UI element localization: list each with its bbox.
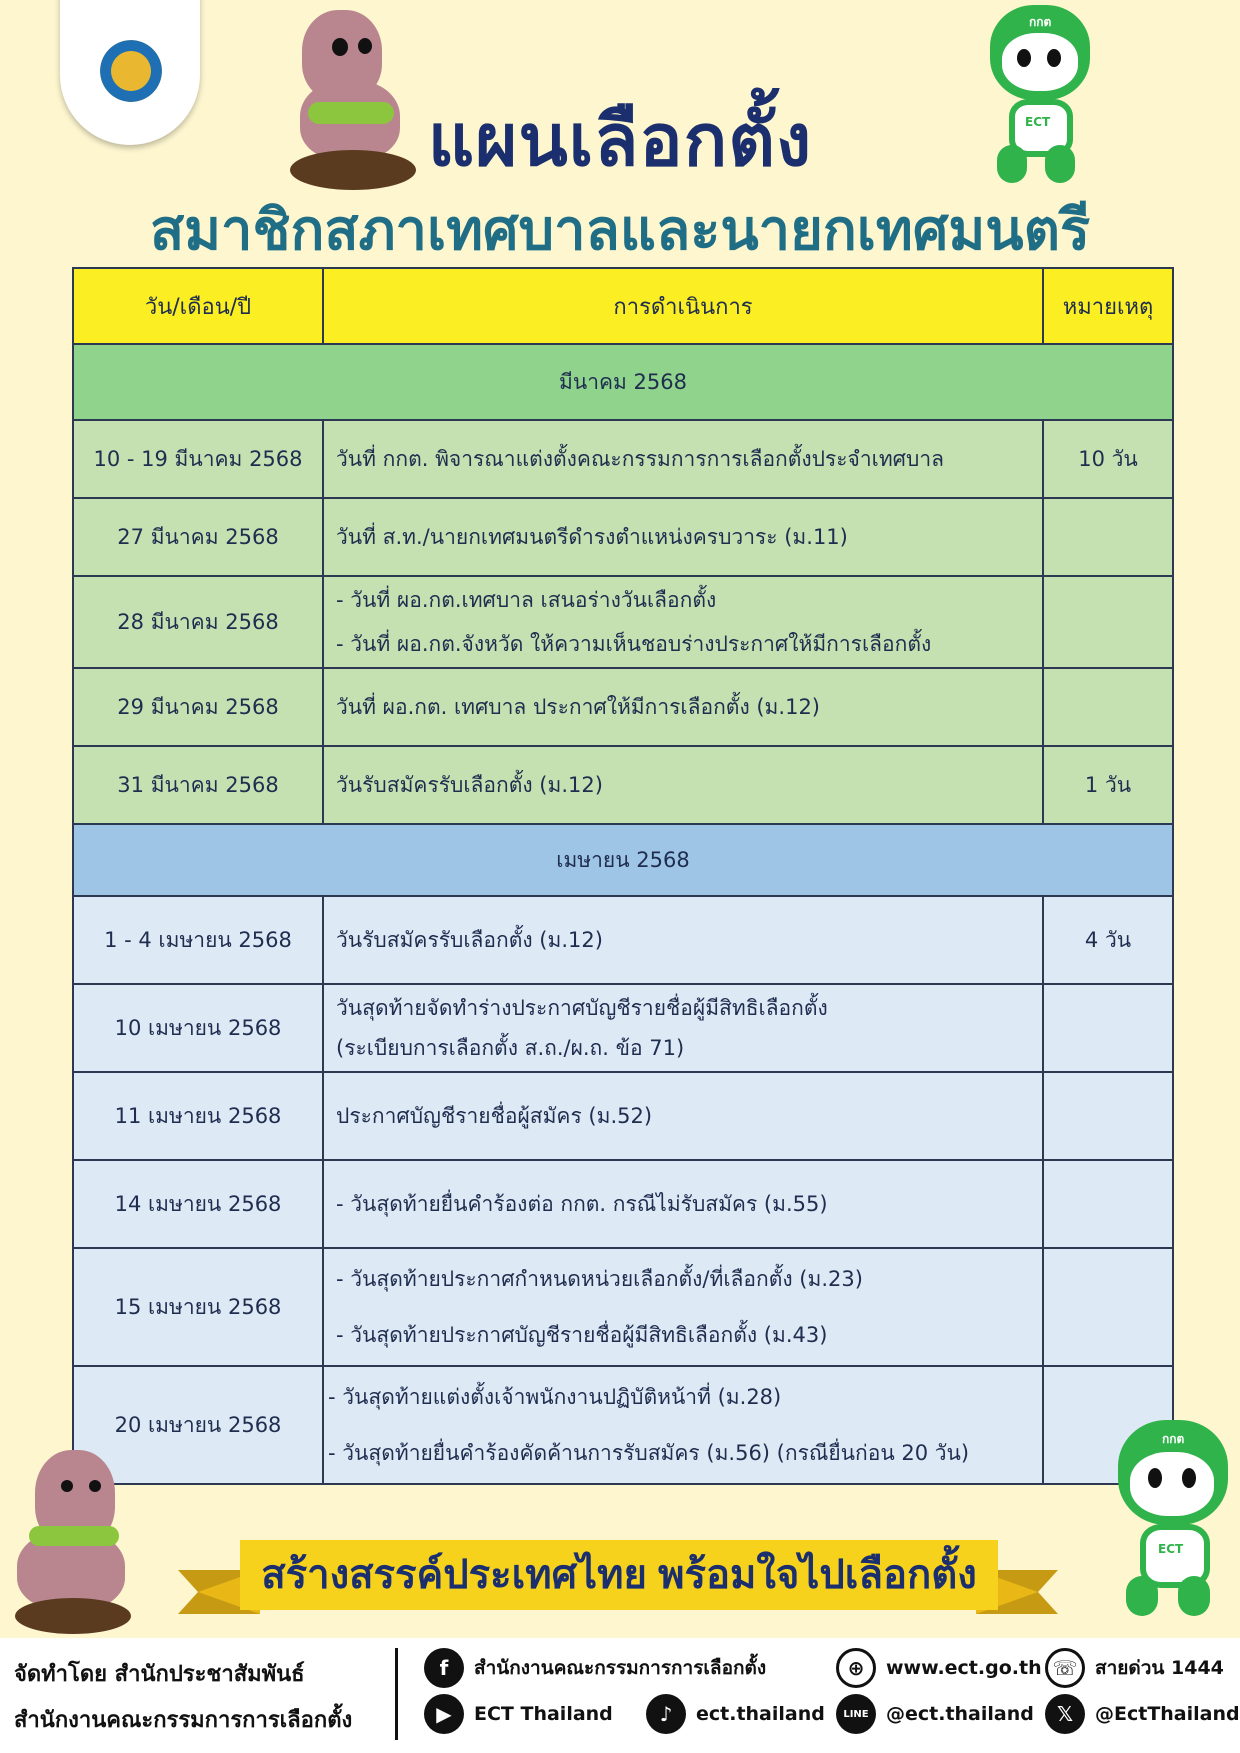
website-link[interactable]: ⊕ www.ect.go.th <box>836 1648 1042 1688</box>
col-date-header: วัน/เดือน/ปี <box>73 268 323 344</box>
row-action: วันรับสมัครรับเลือกตั้ง (ม.12) <box>323 896 1043 984</box>
month-band-april: เมษายน 2568 <box>73 824 1173 896</box>
ect-robot-mascot-bottom: กกต ECT <box>1098 1420 1238 1620</box>
table-row <box>73 1248 1173 1366</box>
youtube-icon: ▶ <box>424 1694 464 1734</box>
tiktok-link[interactable]: ♪ ect.thailand <box>646 1694 825 1734</box>
row-note <box>1043 1072 1173 1160</box>
publisher-credit: จัดทำโดย สำนักประชาสัมพันธ์ สำนักงานคณะกรรมการการเลือกตั้ง <box>14 1662 353 1733</box>
table-row <box>73 668 1173 746</box>
tiktok-icon: ♪ <box>646 1694 686 1734</box>
row-date: 27 มีนาคม 2568 <box>73 498 323 576</box>
row-action: ประกาศบัญชีรายชื่อผู้สมัคร (ม.52) <box>323 1072 1043 1160</box>
row-action: - วันสุดท้ายยื่นคำร้องต่อ กกต. กรณีไม่รับสมัคร (ม.55) <box>323 1160 1043 1248</box>
x-link[interactable]: 𝕏 @EctThailand <box>1045 1694 1240 1734</box>
x-icon: 𝕏 <box>1045 1694 1085 1734</box>
month-band-march: มีนาคม 2568 <box>73 344 1173 420</box>
row-action: - วันสุดท้ายประกาศกำหนดหน่วยเลือกตั้ง/ที่เลือกตั้ง (ม.23) - วันสุดท้ายประกาศบัญชีรายชื่อผู้มีสิทธิเลือกตั้ง (ม.43) <box>323 1248 1043 1366</box>
table-row <box>73 1366 1173 1484</box>
table-row <box>73 746 1173 824</box>
row-note <box>1043 1248 1173 1366</box>
ect-robot-mascot-top: กกต ECT <box>975 5 1105 185</box>
row-date: 15 เมษายน 2568 <box>73 1248 323 1366</box>
row-date: 10 - 19 มีนาคม 2568 <box>73 420 323 498</box>
row-action: วันที่ ส.ท./นายกเทศมนตรีดำรงตำแหน่งครบวาระ (ม.11) <box>323 498 1043 576</box>
row-action: วันสุดท้ายจัดทำร่างประกาศบัญชีรายชื่อผู้มีสิทธิเลือกตั้ง (ระเบียบการเลือกตั้ง ส.ถ./ผ.ถ. ข้อ 71) <box>323 984 1043 1072</box>
row-date: 14 เมษายน 2568 <box>73 1160 323 1248</box>
row-date: 29 มีนาคม 2568 <box>73 668 323 746</box>
row-note <box>1043 984 1173 1072</box>
row-note <box>1043 576 1173 668</box>
youtube-link[interactable]: ▶ ECT Thailand <box>424 1694 613 1734</box>
main-title: แผนเลือกตั้ง <box>427 101 813 181</box>
table-row <box>73 896 1173 984</box>
table-row <box>73 420 1173 498</box>
row-note: 4 วัน <box>1043 896 1173 984</box>
sub-title: สมาชิกสภาเทศบาลและนายกเทศมนตรี <box>149 198 1091 261</box>
row-date: 11 เมษายน 2568 <box>73 1072 323 1160</box>
table-row <box>73 1160 1173 1248</box>
row-date: 1 - 4 เมษายน 2568 <box>73 896 323 984</box>
line-icon: LINE <box>836 1694 876 1734</box>
row-note: 10 วัน <box>1043 420 1173 498</box>
row-note <box>1043 1160 1173 1248</box>
row-note: 1 วัน <box>1043 746 1173 824</box>
col-action-header: การดำเนินการ <box>323 268 1043 344</box>
slogan-banner: สร้างสรรค์ประเทศไทย พร้อมใจไปเลือกตั้ง <box>240 1540 998 1610</box>
hotline-link[interactable]: ☏ สายด่วน 1444 <box>1045 1648 1224 1688</box>
phone-icon: ☏ <box>1045 1648 1085 1688</box>
row-note <box>1043 668 1173 746</box>
row-action: วันที่ ผอ.กต. เทศบาล ประกาศให้มีการเลือกตั้ง (ม.12) <box>323 668 1043 746</box>
table-row <box>73 498 1173 576</box>
line-link[interactable]: LINE @ect.thailand <box>836 1694 1034 1734</box>
row-date: 28 มีนาคม 2568 <box>73 576 323 668</box>
row-action: - วันสุดท้ายแต่งตั้งเจ้าพนักงานปฏิบัติหน้าที่ (ม.28) - วันสุดท้ายยื่นคำร้องคัดค้านการรับสมัคร (ม.56) (กรณียื่นก่อน 20 วัน) <box>323 1366 1043 1484</box>
row-date: 31 มีนาคม 2568 <box>73 746 323 824</box>
election-schedule-table <box>72 267 1174 1485</box>
row-action: วันรับสมัครรับเลือกตั้ง (ม.12) <box>323 746 1043 824</box>
col-note-header: หมายเหตุ <box>1043 268 1173 344</box>
facebook-icon: f <box>424 1648 464 1688</box>
table-row <box>73 1072 1173 1160</box>
row-note <box>1043 498 1173 576</box>
row-action: วันที่ กกต. พิจารณาแต่งตั้งคณะกรรมการการเลือกตั้งประจำเทศบาล <box>323 420 1043 498</box>
hippo-mascot-bottom <box>5 1450 135 1635</box>
row-action: - วันที่ ผอ.กต.เทศบาล เสนอร่างวันเลือกตั้ง - วันที่ ผอ.กต.จังหวัด ให้ความเห็นชอบร่างประกาศให้มีการเลือกตั้ง <box>323 576 1043 668</box>
table-row <box>73 576 1173 668</box>
footer <box>0 1638 1240 1753</box>
footer-divider <box>395 1648 398 1740</box>
table-header-row <box>73 268 1173 344</box>
globe-icon: ⊕ <box>836 1648 876 1688</box>
table-row <box>73 984 1173 1072</box>
row-date: 20 เมษายน 2568 <box>73 1366 323 1484</box>
row-date: 10 เมษายน 2568 <box>73 984 323 1072</box>
facebook-link[interactable]: f สำนักงานคณะกรรมการการเลือกตั้ง <box>424 1648 766 1688</box>
